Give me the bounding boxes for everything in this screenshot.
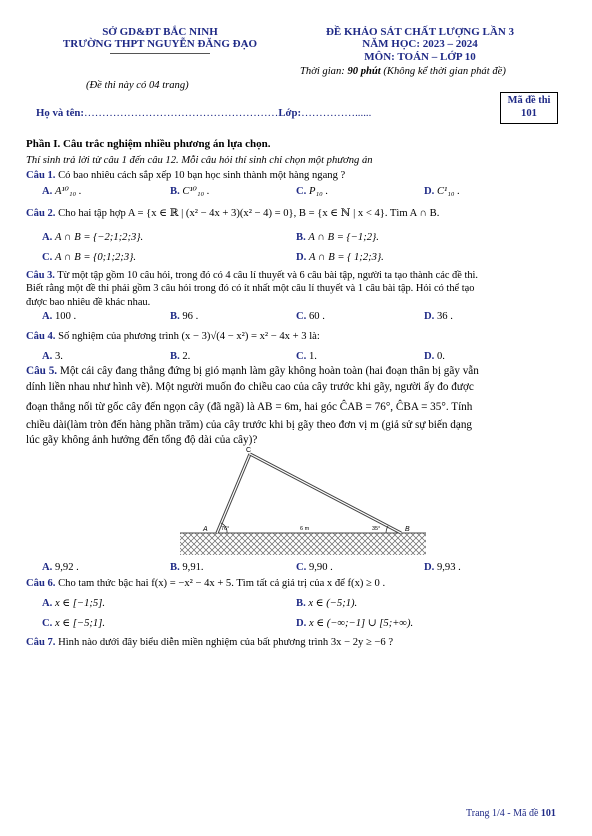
question-6-label: Câu 6. xyxy=(26,578,56,589)
q5-option-b[interactable]: B. 9,91. xyxy=(170,562,204,573)
name-dots: ……………………………………………… xyxy=(83,107,279,119)
part-instruction: Thí sinh trả lời từ câu 1 đến câu 12. Mỗi câu hỏi thí sinh chỉ chọn một phương án xyxy=(26,155,373,166)
question-5-text-1: Một cái cây đang thẳng đứng bị gió mạnh làm gãy không hoàn toàn (hai đoạn thân bị gãy vẫn xyxy=(57,365,479,377)
exam-code-box xyxy=(500,92,558,124)
time-label: Thời gian: xyxy=(300,66,348,77)
question-7-label: Câu 7. xyxy=(26,637,56,648)
question-2-label: Câu 2. xyxy=(26,208,56,219)
label-b: B xyxy=(405,526,410,533)
page-footer xyxy=(466,808,556,821)
time-note: (Không kể thời gian phát đề) xyxy=(380,66,506,77)
question-6 xyxy=(26,577,385,590)
q6-option-a[interactable]: A. x ∈ [−1;5]. xyxy=(42,598,105,609)
name-label: Họ và tên: xyxy=(36,107,84,119)
question-5-text-3: đoạn thẳng nối từ gốc cây đến ngọn cây (đã ngã) là AB = 6m, hai góc ĈAB = 76°, ĈBA = 35°. Tính xyxy=(26,401,473,413)
label-a: A xyxy=(203,526,208,533)
q2-option-a[interactable]: A. A ∩ B = {−2;1;2;3}. xyxy=(42,232,144,243)
question-4-text: Số nghiệm của phương trình (x − 3)√(4 − x²) = x² − 4x + 3 là: xyxy=(55,331,320,342)
question-5-label: Câu 5. xyxy=(26,365,58,377)
q5-option-a[interactable]: A. 9,92 . xyxy=(42,562,79,573)
class-dots: ……………...... xyxy=(301,107,372,119)
q2-option-b[interactable]: B. A ∩ B = {−1;2}. xyxy=(296,232,379,243)
question-1-label: Câu 1. xyxy=(26,170,56,181)
question-5 xyxy=(26,364,479,378)
question-5-text-4: chiều dài(làm tròn đến hàng phần trăm) của cây trước khi bị gãy theo đơn vị m (giả sử sự biến dạng xyxy=(26,419,473,431)
q3-option-d[interactable]: D. 36 . xyxy=(424,311,453,322)
q3-option-b[interactable]: B. 96 . xyxy=(170,311,199,322)
question-3-label: Câu 3. xyxy=(26,270,55,281)
q4-option-b[interactable]: B. 2. xyxy=(170,351,191,362)
school-name: TRƯỜNG THPT NGUYỄN ĐĂNG ĐẠO xyxy=(62,38,258,50)
part-title: Phần I. Câu trắc nghiệm nhiều phương án lựa chọn. xyxy=(26,138,271,150)
question-6-text: Cho tam thức bậc hai f(x) = −x² − 4x + 5. Tìm tất cả giá trị của x để f(x) ≥ 0 . xyxy=(55,578,386,589)
q1-option-d[interactable]: D. C¹₁₀ . xyxy=(424,186,460,197)
question-7 xyxy=(26,636,393,649)
q4-option-a[interactable]: A. 3. xyxy=(42,351,63,362)
label-ab-length: 6 m xyxy=(300,526,310,532)
exam-code-value: 101 xyxy=(521,108,537,119)
question-3-text-2: Biết rằng một đề thi phải gồm 3 câu hỏi trong đó có ít nhất một câu lí thuyết và 1 câu bài tập. Hỏi có thể tạo xyxy=(26,283,475,294)
label-angle-a: 76° xyxy=(221,526,230,532)
q2-option-d[interactable]: D. A ∩ B = { 1;2;3}. xyxy=(296,252,384,263)
exam-code-label: Mã đề thi xyxy=(507,95,551,106)
q5-option-c[interactable]: C. 9,90 . xyxy=(296,562,333,573)
subject: MÔN: TOÁN – LỚP 10 xyxy=(364,51,476,63)
q5-option-d[interactable]: D. 9,93 . xyxy=(424,562,461,573)
q1-option-a[interactable]: A. A¹⁰₁₀ . xyxy=(42,186,82,197)
footer-text: Trang 1/4 - Mã đề xyxy=(466,808,541,819)
question-3-text-1: Từ một tập gồm 10 câu hỏi, trong đó có 4 câu lí thuyết và 6 câu bài tập, người ta tạo thành các đề thi. xyxy=(54,270,479,281)
label-angle-b: 35° xyxy=(372,526,381,532)
ground-hatch xyxy=(180,533,426,555)
q6-option-c[interactable]: C. x ∈ [−5;1]. xyxy=(42,618,105,629)
time-info xyxy=(300,65,506,78)
question-2 xyxy=(26,207,439,220)
footer-code: 101 xyxy=(540,808,556,819)
q1-option-b[interactable]: B. C¹⁰₁₀ . xyxy=(170,186,210,197)
question-1-text: Có bao nhiêu cách sắp xếp 10 bạn học sinh thành một hàng ngang ? xyxy=(55,170,346,181)
school-year: NĂM HỌC: 2023 – 2024 xyxy=(362,38,478,50)
question-2-text: Cho hai tập hợp A = {x ∈ ℝ | (x² − 4x + 3)(x² − 4) = 0}, B = {x ∈ ℕ | x < 4}. Tìm A ∩ B. xyxy=(55,208,440,219)
q6-option-b[interactable]: B. x ∈ (−5;1). xyxy=(296,598,358,609)
question-4 xyxy=(26,330,320,343)
label-c: C xyxy=(246,447,252,454)
class-label: Lớp: xyxy=(278,107,302,119)
question-5-text-5: lúc gãy không ảnh hưởng đến tổng độ dài của cây)? xyxy=(26,434,258,446)
question-4-label: Câu 4. xyxy=(26,331,56,342)
student-info xyxy=(36,107,371,120)
q1-option-c[interactable]: C. P₁₀ . xyxy=(296,186,329,197)
q2-option-c[interactable]: C. A ∩ B = {0;1;2;3}. xyxy=(42,252,137,263)
time-value: 90 phút xyxy=(347,66,381,77)
q6-option-d[interactable]: D. x ∈ (−∞;−1] ∪ [5;+∞). xyxy=(296,618,414,629)
question-7-text: Hình nào dưới đây biểu diễn miền nghiệm của bất phương trình 3x − 2y ≥ −6 ? xyxy=(55,637,394,648)
pages-note: (Đề thi này có 04 trang) xyxy=(86,80,189,91)
q3-option-a[interactable]: A. 100 . xyxy=(42,311,77,322)
question-1 xyxy=(26,169,345,182)
question-3-text-3: được bao nhiêu đề khác nhau. xyxy=(26,297,151,308)
q4-option-d[interactable]: D. 0. xyxy=(424,351,445,362)
header-divider xyxy=(110,53,210,54)
exam-title: ĐỀ KHẢO SÁT CHẤT LƯỢNG LẦN 3 xyxy=(325,26,515,38)
department-name: SỞ GD&ĐT BẮC NINH xyxy=(102,26,218,38)
question-5-text-2: dính liền nhau như hình vẽ). Một người muốn đo chiều cao của cây trước khi gãy, người ấy đo được xyxy=(26,381,474,393)
tree-figure xyxy=(170,442,430,560)
question-3 xyxy=(26,269,478,282)
q3-option-c[interactable]: C. 60 . xyxy=(296,311,325,322)
q4-option-c[interactable]: C. 1. xyxy=(296,351,317,362)
